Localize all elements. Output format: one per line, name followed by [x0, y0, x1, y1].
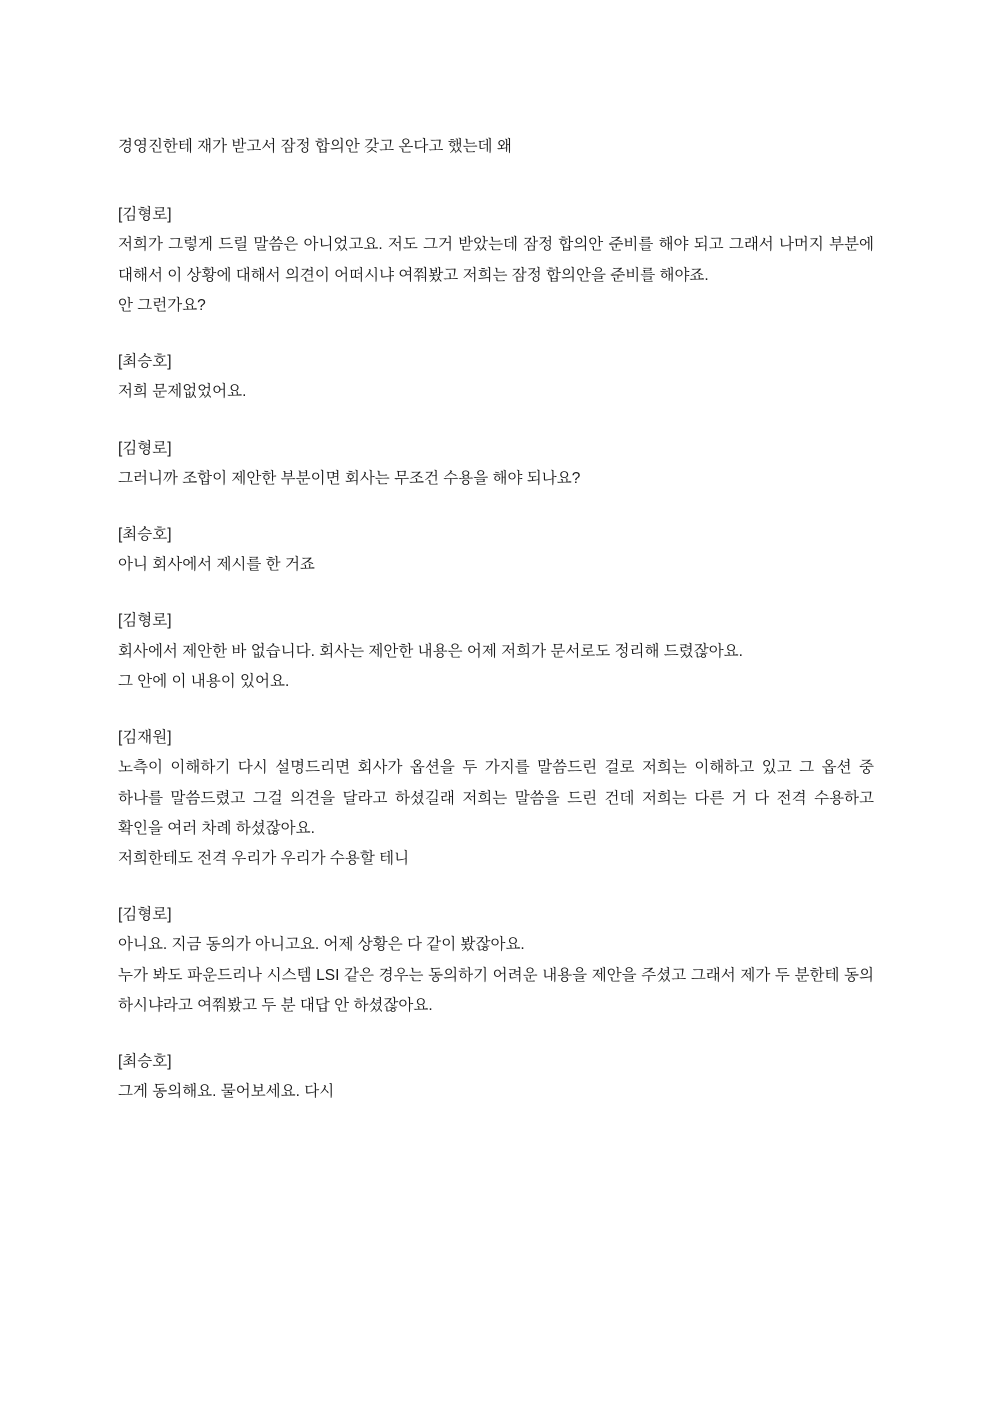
transcript-line: 누가 봐도 파운드리나 시스템 LSI 같은 경우는 동의하기 어려운 내용을 제안을 주셨고 그래서 제가 두 분한테 동의 하시냐라고 여쭤봤고 두 분 대답 안 하셨잖아요. — [118, 966, 874, 1014]
transcript-line: 노측이 이해하기 다시 설명드리면 회사가 옵션을 두 가지를 말씀드린 걸로 저희는 이해하고 있고 그 옵션 중 하나를 말씀드렸고 그걸 의견을 달라고 하셨길래 저희는 말씀을 드린 건데 저희는 다른 거 다 전격 수용하고 확인을 여러 차례 하셨잖아요. — [118, 759, 874, 837]
speaker-label: [최승호] — [118, 1053, 172, 1071]
transcript-block — [118, 520, 874, 580]
speaker-label: [최승호] — [118, 525, 172, 543]
transcript-line: 그러니까 조합이 제안한 부분이면 회사는 무조건 수용을 해야 되나요? — [118, 469, 581, 487]
opening-line: 경영진한테 재가 받고서 잠정 합의안 갖고 온다고 했는데 왜 — [118, 138, 512, 155]
speaker-label: [김형로] — [118, 612, 172, 630]
speaker-label: [김형로] — [118, 906, 172, 924]
speaker-label: [최승호] — [118, 353, 172, 371]
transcript-block — [118, 723, 874, 874]
transcript-line: 안 그런가요? — [118, 296, 206, 314]
transcript-line: 회사에서 제안한 바 없습니다. 회사는 제안한 내용은 어제 저희가 문서로도 정리해 드렸잖아요. — [118, 642, 743, 660]
transcript-block — [118, 200, 874, 321]
transcript-line: 그게 동의해요. 물어보세요. 다시 — [118, 1083, 335, 1101]
speaker-label: [김형로] — [118, 439, 172, 457]
transcript-block — [118, 347, 874, 407]
transcript-line: 저희 문제없었어요. — [118, 383, 247, 401]
transcript-block — [118, 434, 874, 494]
transcript-block — [118, 900, 874, 1021]
transcript-line: 아니 회사에서 제시를 한 거죠 — [118, 556, 315, 574]
transcript-line: 저희한테도 전격 우리가 우리가 수용할 테니 — [118, 849, 410, 867]
transcript-line: 저희가 그렇게 드릴 말씀은 아니었고요. 저도 그거 받았는데 잠정 합의안 준비를 해야 되고 그래서 나머지 부분에 대해서 이 상황에 대해서 의견이 어떠시냐 여쭤봤고 저희는 잠정 합의안을 준비를 해야죠. — [118, 236, 874, 284]
transcript-line: 그 안에 이 내용이 있어요. — [118, 672, 290, 690]
transcript-block — [118, 1047, 874, 1107]
transcript-body — [118, 132, 874, 1107]
speaker-label: [김형로] — [118, 206, 172, 224]
transcript-block — [118, 606, 874, 697]
speaker-label: [김재원] — [118, 729, 172, 747]
transcript-line: 아니요. 지금 동의가 아니고요. 어제 상황은 다 같이 봤잖아요. — [118, 936, 525, 954]
